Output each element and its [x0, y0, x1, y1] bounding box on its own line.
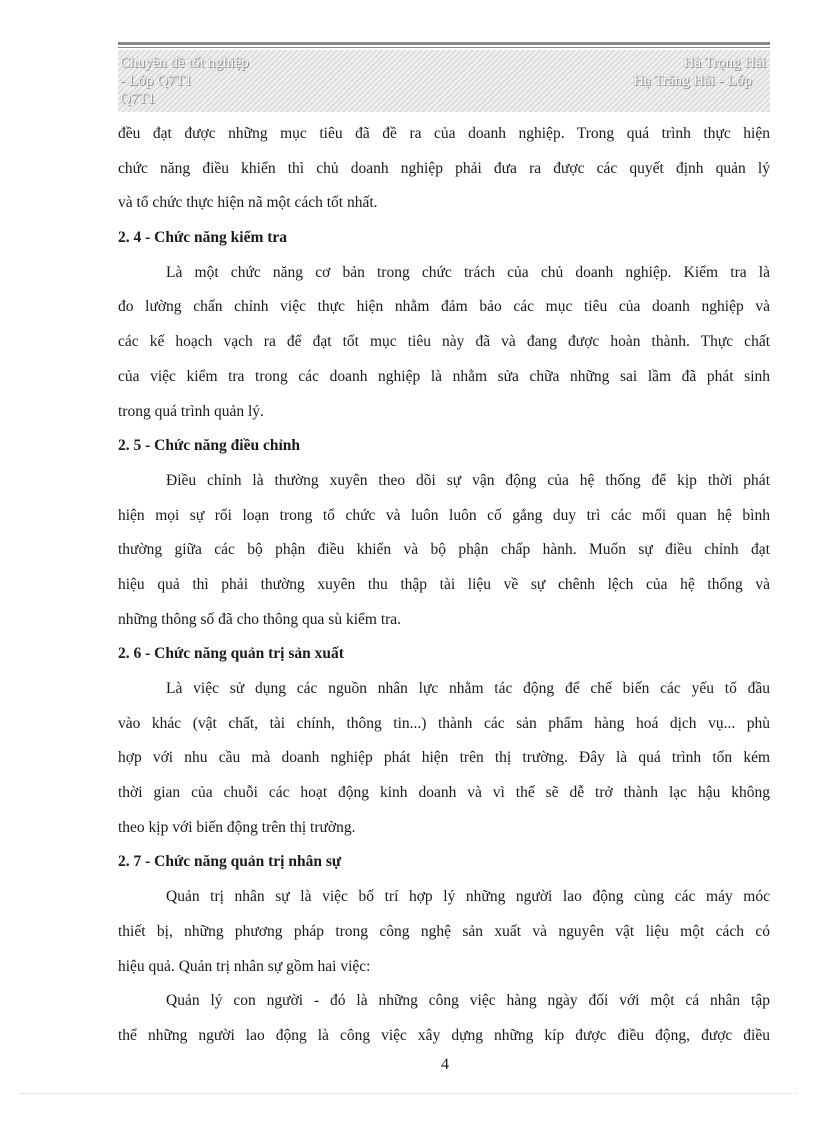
section-heading-2-4: 2. 4 - Chức năng kiểm tra [118, 229, 288, 247]
header-author-class: Hạ Trăng Hải - Lớp [633, 73, 752, 89]
page-number: 4 [441, 1056, 449, 1073]
paragraph-line: vào khác (vật chất, tài chính, thông tin...) thành các sản phẩm hàng hoá dịch vụ... phù [118, 714, 770, 732]
paragraph-line: thiết bị, những phương pháp trong công nghệ sản xuất và nguyên vật liệu một cách có [118, 922, 770, 940]
paragraph-line: đo lường chấn chỉnh việc thực hiện nhằm đảm bảo các mục tiêu của doanh nghiệp và [118, 298, 770, 316]
header-topic: Chuyên đề tốt nghiệp [120, 55, 249, 71]
section-heading-2-5: 2. 5 - Chức năng điều chỉnh [118, 437, 300, 455]
paragraph-line: những thông số đã cho thông qua sù kiểm tra. [118, 610, 402, 628]
paragraph-line: Là việc sử dụng các nguồn nhân lực nhằm tác động để chế biến các yếu tố đầu [166, 680, 770, 697]
paragraph-line: theo kịp với biến động trên thị trường. [118, 818, 356, 836]
paragraph-line: đều đạt được những mục tiêu đã đề ra của doanh nghiệp. Trong quá trình thực hiện [118, 125, 770, 142]
footer-divider [20, 1093, 796, 1094]
paragraph-line: các kế hoạch vạch ra để đạt tốt mục tiêu này đã và đang được hoàn thành. Thực chất [118, 333, 770, 351]
header-class: - Lớp Q7T1 [120, 73, 193, 89]
paragraph-line: hiệu quả. Quản trị nhân sự gồm hai việc: [118, 957, 371, 975]
paragraph-line: thể những người lao động là công việc xây dựng những kíp được điều động, được điều [118, 1026, 770, 1044]
header-rule-thick [118, 42, 770, 45]
paragraph-line: trong quá trình quản lý. [118, 402, 264, 420]
body-text [118, 117, 770, 1054]
paragraph-line: Quản trị nhân sự là việc bố trí hợp lý những người lao động cùng các máy móc [166, 888, 770, 906]
paragraph-line: Là một chức năng cơ bản trong chức trách của chủ doanh nghiệp. Kiểm tra là [166, 263, 770, 281]
header-class-code: Q7T1 [120, 91, 155, 107]
paragraph-line: Điều chỉnh là thường xuyên theo dõi sự vận động của hệ thống để kịp thời phát [166, 471, 770, 489]
header-rule-thin [118, 47, 770, 48]
page-header [118, 42, 770, 114]
section-heading-2-7: 2. 7 - Chức năng quản trị nhân sự [118, 853, 342, 871]
paragraph-line: và tổ chức thực hiện nã một cách tốt nhất. [118, 194, 378, 212]
paragraph-line: Quản lý con người - đó là những công việc hàng ngày đối với một cá nhân tập [166, 992, 770, 1010]
paragraph-line: của việc kiểm tra trong các doanh nghiệp là nhằm sửa chữa những sai lầm đã phát sinh [118, 367, 770, 385]
paragraph-line: thường giữa các bộ phận điều khiển và bộ phận chấp hành. Muốn sự điều chỉnh đạt [118, 541, 770, 559]
paragraph-line: hợp với nhu cầu mà doanh nghiệp phát hiện trên thị trường. Đây là quá trình tốn kém [118, 749, 770, 767]
header-author: Hà Trọng Hải [683, 55, 766, 71]
paragraph-line: hiệu quả thì phải thường xuyên thu thập tài liệu về sự chênh lệch của hệ thống và [118, 575, 770, 593]
section-heading-2-6: 2. 6 - Chức năng quản trị sản xuất [118, 645, 344, 663]
paragraph-line: hiện mọi sự rối loạn trong tổ chức và luôn luôn cố gắng duy trì các mối quan hệ bình [118, 506, 770, 524]
paragraph-line: thời gian của chuỗi các hoạt động kinh doanh và vì thế sẽ dễ trở thành lạc hậu không [118, 784, 770, 802]
paragraph-line: chức năng điều khiển thì chủ doanh nghiệp phải đưa ra được các quyết định quản lý [118, 159, 770, 177]
